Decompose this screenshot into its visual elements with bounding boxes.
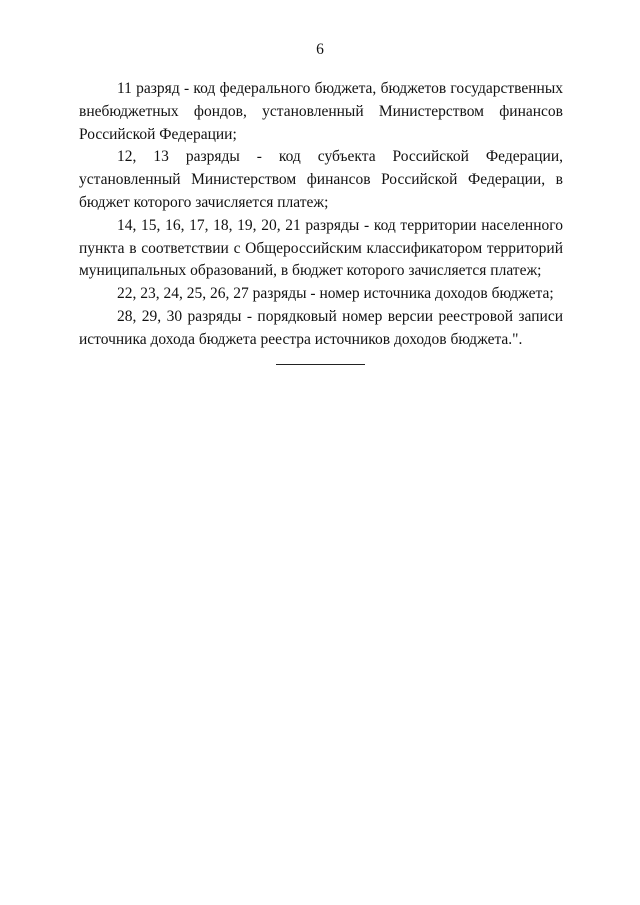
- paragraph-digit-11: 11 разряд - код федерального бюджета, бюджетов государственных внебюджетных фондов, установленный Министерством финансов Российской Федерации;: [79, 80, 563, 143]
- document-body: [79, 78, 563, 352]
- end-divider-line: [276, 364, 365, 365]
- page-number: 6: [316, 41, 324, 58]
- paragraph-digits-22-27: 22, 23, 24, 25, 26, 27 разряды - номер источника доходов бюджета;: [117, 285, 554, 303]
- paragraph-digits-28-30: 28, 29, 30 разряды - порядковый номер версии реестровой записи источника дохода бюджета реестра источников доходов бюджета.".: [79, 307, 563, 348]
- paragraph-digits-12-13: 12, 13 разряды - код субъекта Российской Федерации, установленный Министерством финансов Российской Федерации, в бюджет которого зачисляется платеж;: [79, 148, 563, 211]
- paragraph-digits-14-21: 14, 15, 16, 17, 18, 19, 20, 21 разряды - код территории населенного пункта в соответствии с Общероссийским классификатором территорий муниципальных образований, в бюджет которого зачисляется платеж;: [79, 216, 563, 280]
